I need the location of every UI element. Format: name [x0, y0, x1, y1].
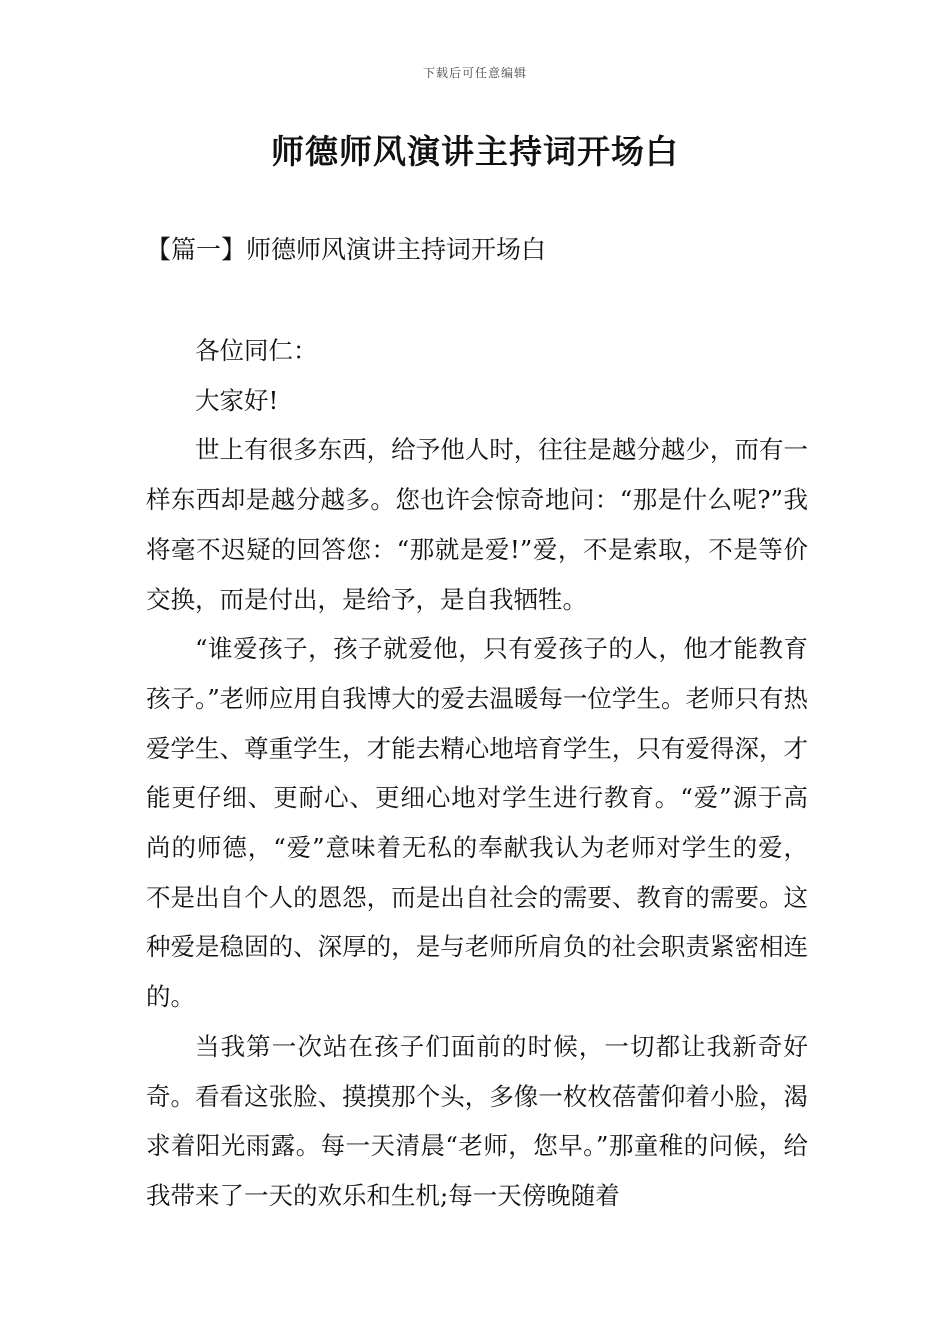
paragraph: 当我第一次站在孩子们面前的时候，一切都让我新奇好奇。看看这张脸、摸摸那个头，多像一枚枚蓓蕾仰着小脸，渴求着阳光雨露。每一天清晨“老师，您早。”那童稚的问候，给我带来了一天的欢乐和生机;每一天傍晚随着 — [146, 1031, 808, 1210]
paragraph: 世上有很多东西，给予他人时，往往是越分越少，而有一样东西却是越分越多。您也许会惊奇地问：“那是什么呢?”我将毫不迟疑的回答您：“那就是爱!”爱，不是索取，不是等价交换，而是付出，是给予，是自我牺牲。 — [146, 435, 808, 614]
document-body — [146, 326, 808, 1221]
header-note: 下载后可任意编辑 — [422, 66, 527, 80]
document-title: 师德师风演讲主持词开场白 — [271, 132, 679, 171]
section-heading: 【篇一】师德师风演讲主持词开场白 — [146, 235, 547, 264]
paragraph-greeting: 各位同仁： — [195, 336, 318, 365]
paragraph-hello: 大家好! — [195, 385, 279, 415]
paragraph: “谁爱孩子，孩子就爱他，只有爱孩子的人，他才能教育孩子。”老师应用自我博大的爱去温暖每一位学生。老师只有热爱学生、尊重学生，才能去精心地培育学生，只有爱得深，才能更仔细、更耐心、更细心地对学生进行教育。“爱”源于高尚的师德，“爱”意味着无私的奉献我认为老师对学生的爱，不是出自个人的恩怨，而是出自社会的需要、教育的需要。这种爱是稳固的、深厚的，是与老师所肩负的社会职责紧密相连的。 — [146, 634, 808, 1012]
